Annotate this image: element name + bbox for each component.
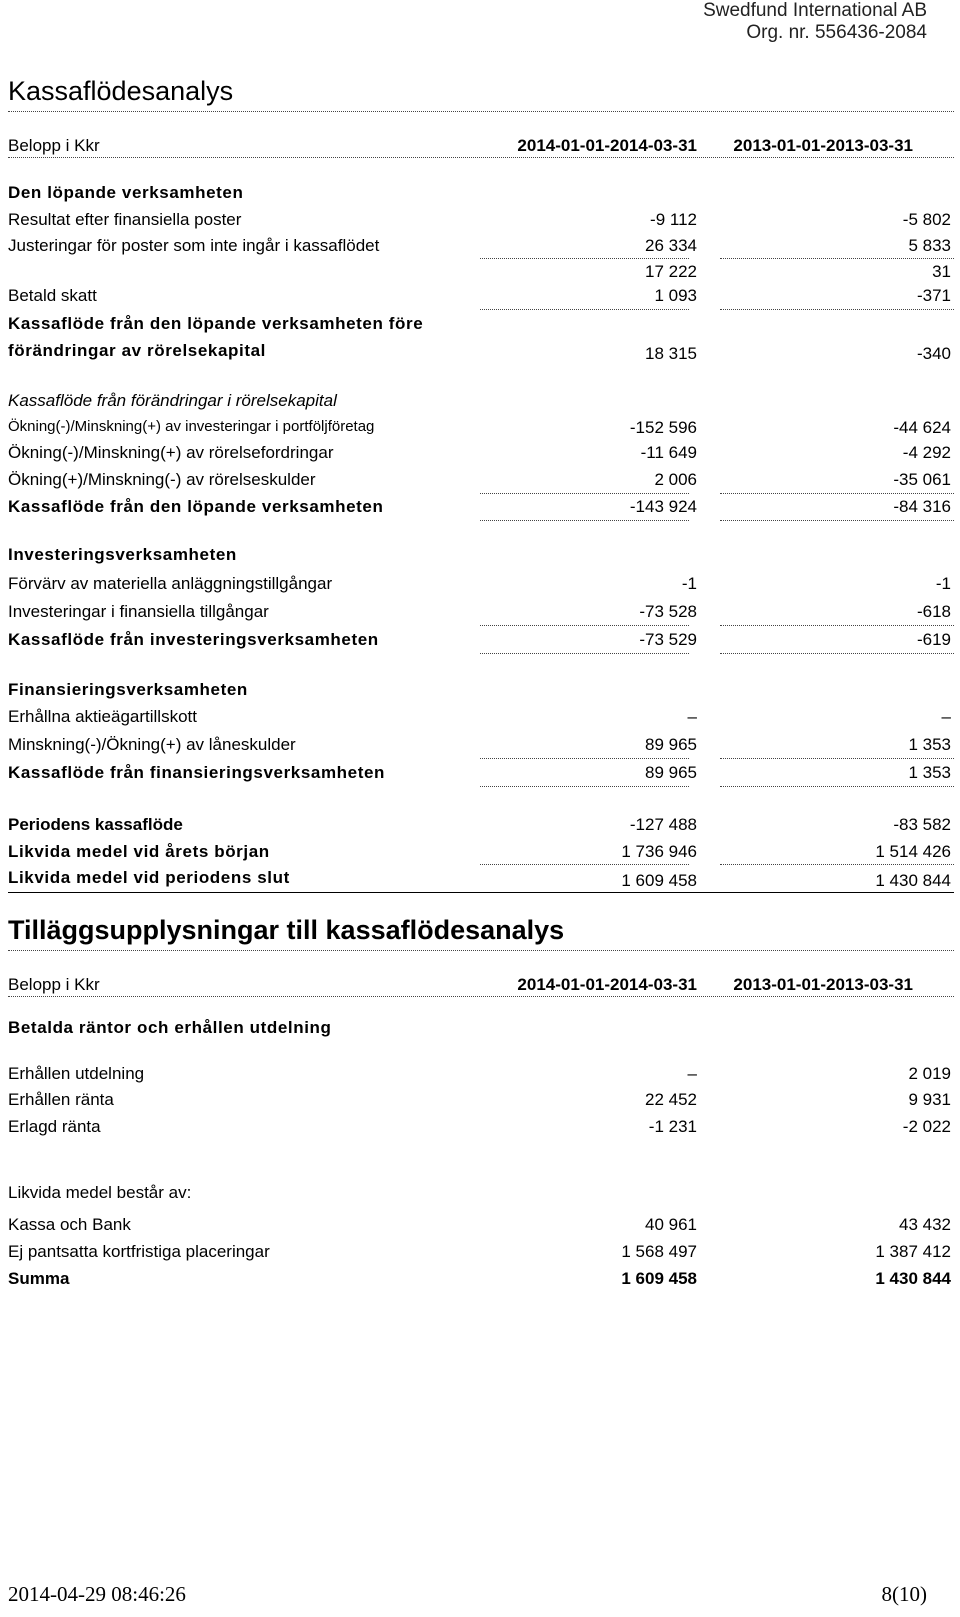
underline [720, 653, 954, 654]
table-row: Ej pantsatta kortfristiga placeringar 1 568 497 1 387 412 [8, 1242, 951, 1261]
underline [720, 864, 954, 865]
table-row: Erlagd ränta -1 231 -2 022 [8, 1117, 951, 1136]
total-row: Kassaflöde från finansieringsverksamheten 89 965 1 353 [8, 763, 951, 782]
table-row: Resultat efter finansiella poster -9 112 -5 802 [8, 210, 951, 229]
underline [480, 653, 689, 654]
table-row: Erhållna aktieägartillskott – – [8, 707, 951, 726]
underline [720, 786, 954, 787]
column-header-2014: 2014-01-01-2014-03-31 [517, 136, 697, 155]
table-row: Ökning(-)/Minskning(+) av rörelsefordringar -11 649 -4 292 [8, 443, 951, 462]
total-row: Kassaflöde från investeringsverksamheten -73 529 -619 [8, 630, 951, 649]
table-row: Erhållen utdelning – 2 019 [8, 1064, 951, 1083]
table-row: 17 222 31 [645, 262, 951, 281]
table-row: Minskning(-)/Ökning(+) av låneskulder 89 965 1 353 [8, 735, 951, 754]
header-divider [8, 157, 954, 158]
table-header [8, 975, 954, 997]
table-row: Ökning(-)/Minskning(+) av investeringar i portföljföretag -152 596 -44 624 [8, 418, 951, 437]
underline [480, 309, 689, 310]
underline [480, 758, 689, 759]
page-number: 8(10) [881, 1582, 927, 1606]
table-row: Kassa och Bank 40 961 43 432 [8, 1215, 951, 1234]
company-name: Swedfund International AB [703, 0, 927, 21]
underline [480, 258, 689, 259]
table-header [8, 136, 954, 158]
total-row: Summa 1 609 458 1 430 844 [8, 1269, 951, 1288]
column-header-2013: 2013-01-01-2013-03-31 [733, 136, 913, 155]
title-divider [8, 950, 954, 951]
underline [720, 625, 954, 626]
underline [720, 758, 954, 759]
underline [480, 625, 689, 626]
section-heading: Investeringsverksamheten [8, 545, 237, 564]
table-row: Investeringar i finansiella tillgångar -73 528 -618 [8, 602, 951, 621]
table-row: Ökning(+)/Minskning(-) av rörelseskulder 2 006 -35 061 [8, 470, 951, 489]
summary-row: Likvida medel vid periodens slut 1 609 458 1 430 844 [8, 868, 951, 890]
summary-row: Likvida medel vid årets början 1 736 946 1 514 426 [8, 842, 951, 861]
summary-row: Periodens kassaflöde -127 488 -83 582 [8, 815, 951, 834]
underline [720, 493, 954, 494]
unit-label: Belopp i Kkr [8, 136, 100, 155]
header-divider [8, 996, 954, 997]
title-divider [8, 111, 954, 112]
underline [480, 864, 689, 865]
footer-timestamp: 2014-04-29 08:46:26 [8, 1582, 186, 1606]
section-heading: Kassaflöde från förändringar i rörelsekapital [8, 391, 337, 410]
underline [720, 520, 954, 521]
section-title: Tilläggsupplysningar till kassaflödesanalys [8, 915, 565, 945]
unit-label: Belopp i Kkr [8, 975, 100, 994]
org-number: Org. nr. 556436-2084 [746, 22, 927, 43]
underline [480, 493, 689, 494]
underline [480, 786, 689, 787]
section-heading: Finansieringsverksamheten [8, 680, 248, 699]
section-heading: Den löpande verksamheten [8, 183, 244, 202]
total-row: Kassaflöde från den löpande verksamheten -143 924 -84 316 [8, 497, 951, 516]
underline [720, 258, 954, 259]
subtotal-label-line1: Kassaflöde från den löpande verksamheten före [8, 314, 424, 333]
underline [480, 520, 689, 521]
underline [720, 309, 954, 310]
section-heading: Likvida medel består av: [8, 1183, 192, 1202]
subtotal-row: förändringar av rörelsekapital 18 315 -340 [8, 341, 951, 363]
column-header-2014: 2014-01-01-2014-03-31 [517, 975, 697, 994]
table-row: Erhållen ränta 22 452 9 931 [8, 1090, 951, 1109]
page-title: Kassaflödesanalys [8, 76, 234, 106]
table-row: Betald skatt 1 093 -371 [8, 286, 951, 305]
section-heading: Betalda räntor och erhållen utdelning [8, 1018, 332, 1037]
table-row: Justeringar för poster som inte ingår i kassaflödet 26 334 5 833 [8, 236, 951, 255]
column-header-2013: 2013-01-01-2013-03-31 [733, 975, 913, 994]
summary-divider [8, 892, 954, 893]
table-row: Förvärv av materiella anläggningstillgångar -1 -1 [8, 574, 951, 593]
